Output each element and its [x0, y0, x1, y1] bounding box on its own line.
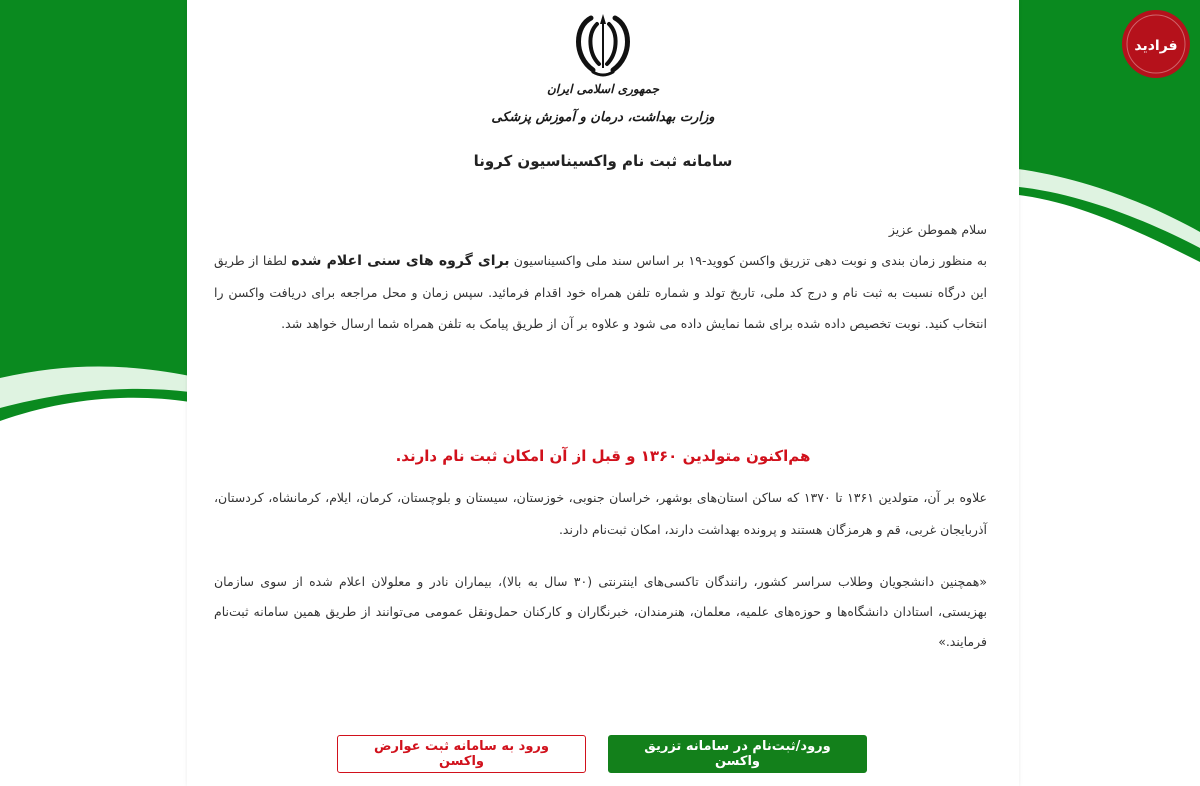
country-name: جمهوری اسلامی ایران: [546, 82, 660, 96]
eligibility-paragraph-1: [214, 482, 987, 546]
left-green-wave: [0, 0, 190, 421]
intro-text-start: به منظور زمان بندی و نوبت دهی تزریق واکسن کووید-۱۹ بر اساس سند ملی واکسیناسیون: [509, 253, 988, 268]
logo-badge-icon: [1121, 9, 1191, 79]
vaccine-registration-button[interactable]: ورود/ثبت‌نام در سامانه تزریق واکسن: [608, 735, 867, 773]
eligibility-text-2: «همچنین دانشجویان وطلاب سراسر کشور، رانندگان تاکسی‌های اینترنتی (۳۰ سال به بالا)، بیماران نادر و معلولان اعلام شده از سوی سازمان بهزیستی، استادان دانشگاه‌ها و حوزه‌های علمیه، معلمان، هنرمندان، خبرنگاران و کارکنان حمل‌ونقل عمومی می‌توانند از طریق همین سامانه ثبت‌نام فرمایند.»: [214, 574, 988, 649]
eligibility-highlight: هم‌اکنون متولدین ۱۳۶۰ و قبل از آن امکان ثبت نام دارند.: [395, 447, 811, 465]
side-effects-registration-button[interactable]: ورود به سامانه ثبت عوارض واکسن: [337, 735, 586, 773]
intro-paragraph: [214, 245, 987, 339]
watermark-text: فرادید: [1134, 38, 1178, 54]
eligibility-text-1: علاوه بر آن، متولدین ۱۳۶۱ تا ۱۳۷۰ که ساکن استان‌های بوشهر، خراسان جنوبی، خوزستان، سیستان و بلوچستان، کرمان، ایلام، کرمانشاه، کردستان، آذربایجان غربی، قم و هرمزگان هستند و پرونده بهداشت دارند، امکان ثبت‌نام دارند.: [214, 490, 988, 537]
ministry-name: وزارت بهداشت، درمان و آموزش پزشکی: [491, 110, 715, 125]
registration-card: [187, 0, 1019, 786]
intro-text-end: لطفا از طریق این درگاه نسبت به ثبت نام و درج کد ملی، تاریخ تولد و شماره تلفن همراه خود اقدام فرمائید. سپس زمان و محل مراجعه برای دریافت واکسن را انتخاب کنید. نوبت تخصیص داده شده برای شما نمایش داده می شود و علاوه بر آن از طریق پیامک به تلفن همراه شما ارسال خواهد شد.: [214, 253, 987, 331]
intro-bold-text: برای گروه های سنی اعلام شده: [291, 253, 510, 269]
eligibility-paragraph-2: [214, 567, 987, 657]
greeting-text: سلام هموطن عزیز: [888, 222, 987, 237]
page-title: سامانه ثبت نام واکسیناسیون کرونا: [473, 152, 733, 170]
intro-section: [214, 214, 987, 339]
iran-emblem-icon: [571, 10, 635, 80]
